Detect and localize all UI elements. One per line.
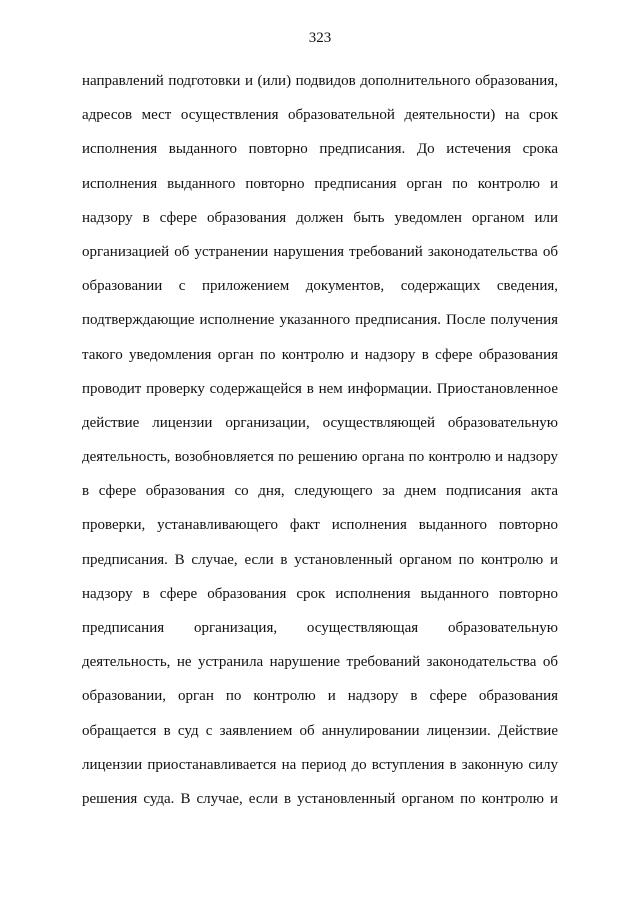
text-line: надзору в сфере образования должен быть уведомлен органом или (82, 209, 558, 226)
text-line: решения суда. В случае, если в установленный органом по контролю и (82, 790, 558, 807)
text-line: проверки, устанавливающего факт исполнения выданного повторно (82, 517, 558, 534)
text-line: предписания. В случае, если в установленный органом по контролю и (82, 551, 558, 568)
text-line: в сфере образования со дня, следующего за днем подписания акта (82, 483, 558, 500)
text-line: направлений подготовки и (или) подвидов дополнительного образования, (82, 73, 558, 89)
text-line: деятельность, не устранила нарушение требований законодательства об (82, 654, 558, 671)
text-line: лицензии приостанавливается на период до вступления в законную силу (82, 756, 558, 773)
text-line: образовании с приложением документов, содержащих сведения, (82, 278, 558, 295)
text-line: предписания организация, осуществляющая образовательную (82, 620, 558, 636)
text-line: подтверждающие исполнение указанного предписания. После получения (82, 312, 558, 329)
document-body (82, 64, 558, 816)
page-number: 323 (308, 30, 332, 46)
text-line: исполнения выданного повторно предписания. До истечения срока (82, 141, 558, 158)
text-line: адресов мест осуществления образовательной деятельности) на срок (82, 107, 558, 124)
text-line: образовании, орган по контролю и надзору в сфере образования (82, 688, 558, 705)
text-line: исполнения выданного повторно предписания орган по контролю и (82, 175, 558, 192)
text-line: действие лицензии организации, осуществляющей образовательную (82, 414, 558, 431)
text-line: такого уведомления орган по контролю и надзору в сфере образования (82, 346, 558, 363)
text-line: надзору в сфере образования срок исполнения выданного повторно (82, 585, 558, 602)
text-line: обращается в суд с заявлением об аннулировании лицензии. Действие (82, 722, 558, 739)
text-line: деятельность, возобновляется по решению органа по контролю и надзору (82, 449, 558, 466)
text-line: организацией об устранении нарушения требований законодательства об (82, 243, 558, 260)
text-line: проводит проверку содержащейся в нем информации. Приостановленное (82, 380, 558, 397)
